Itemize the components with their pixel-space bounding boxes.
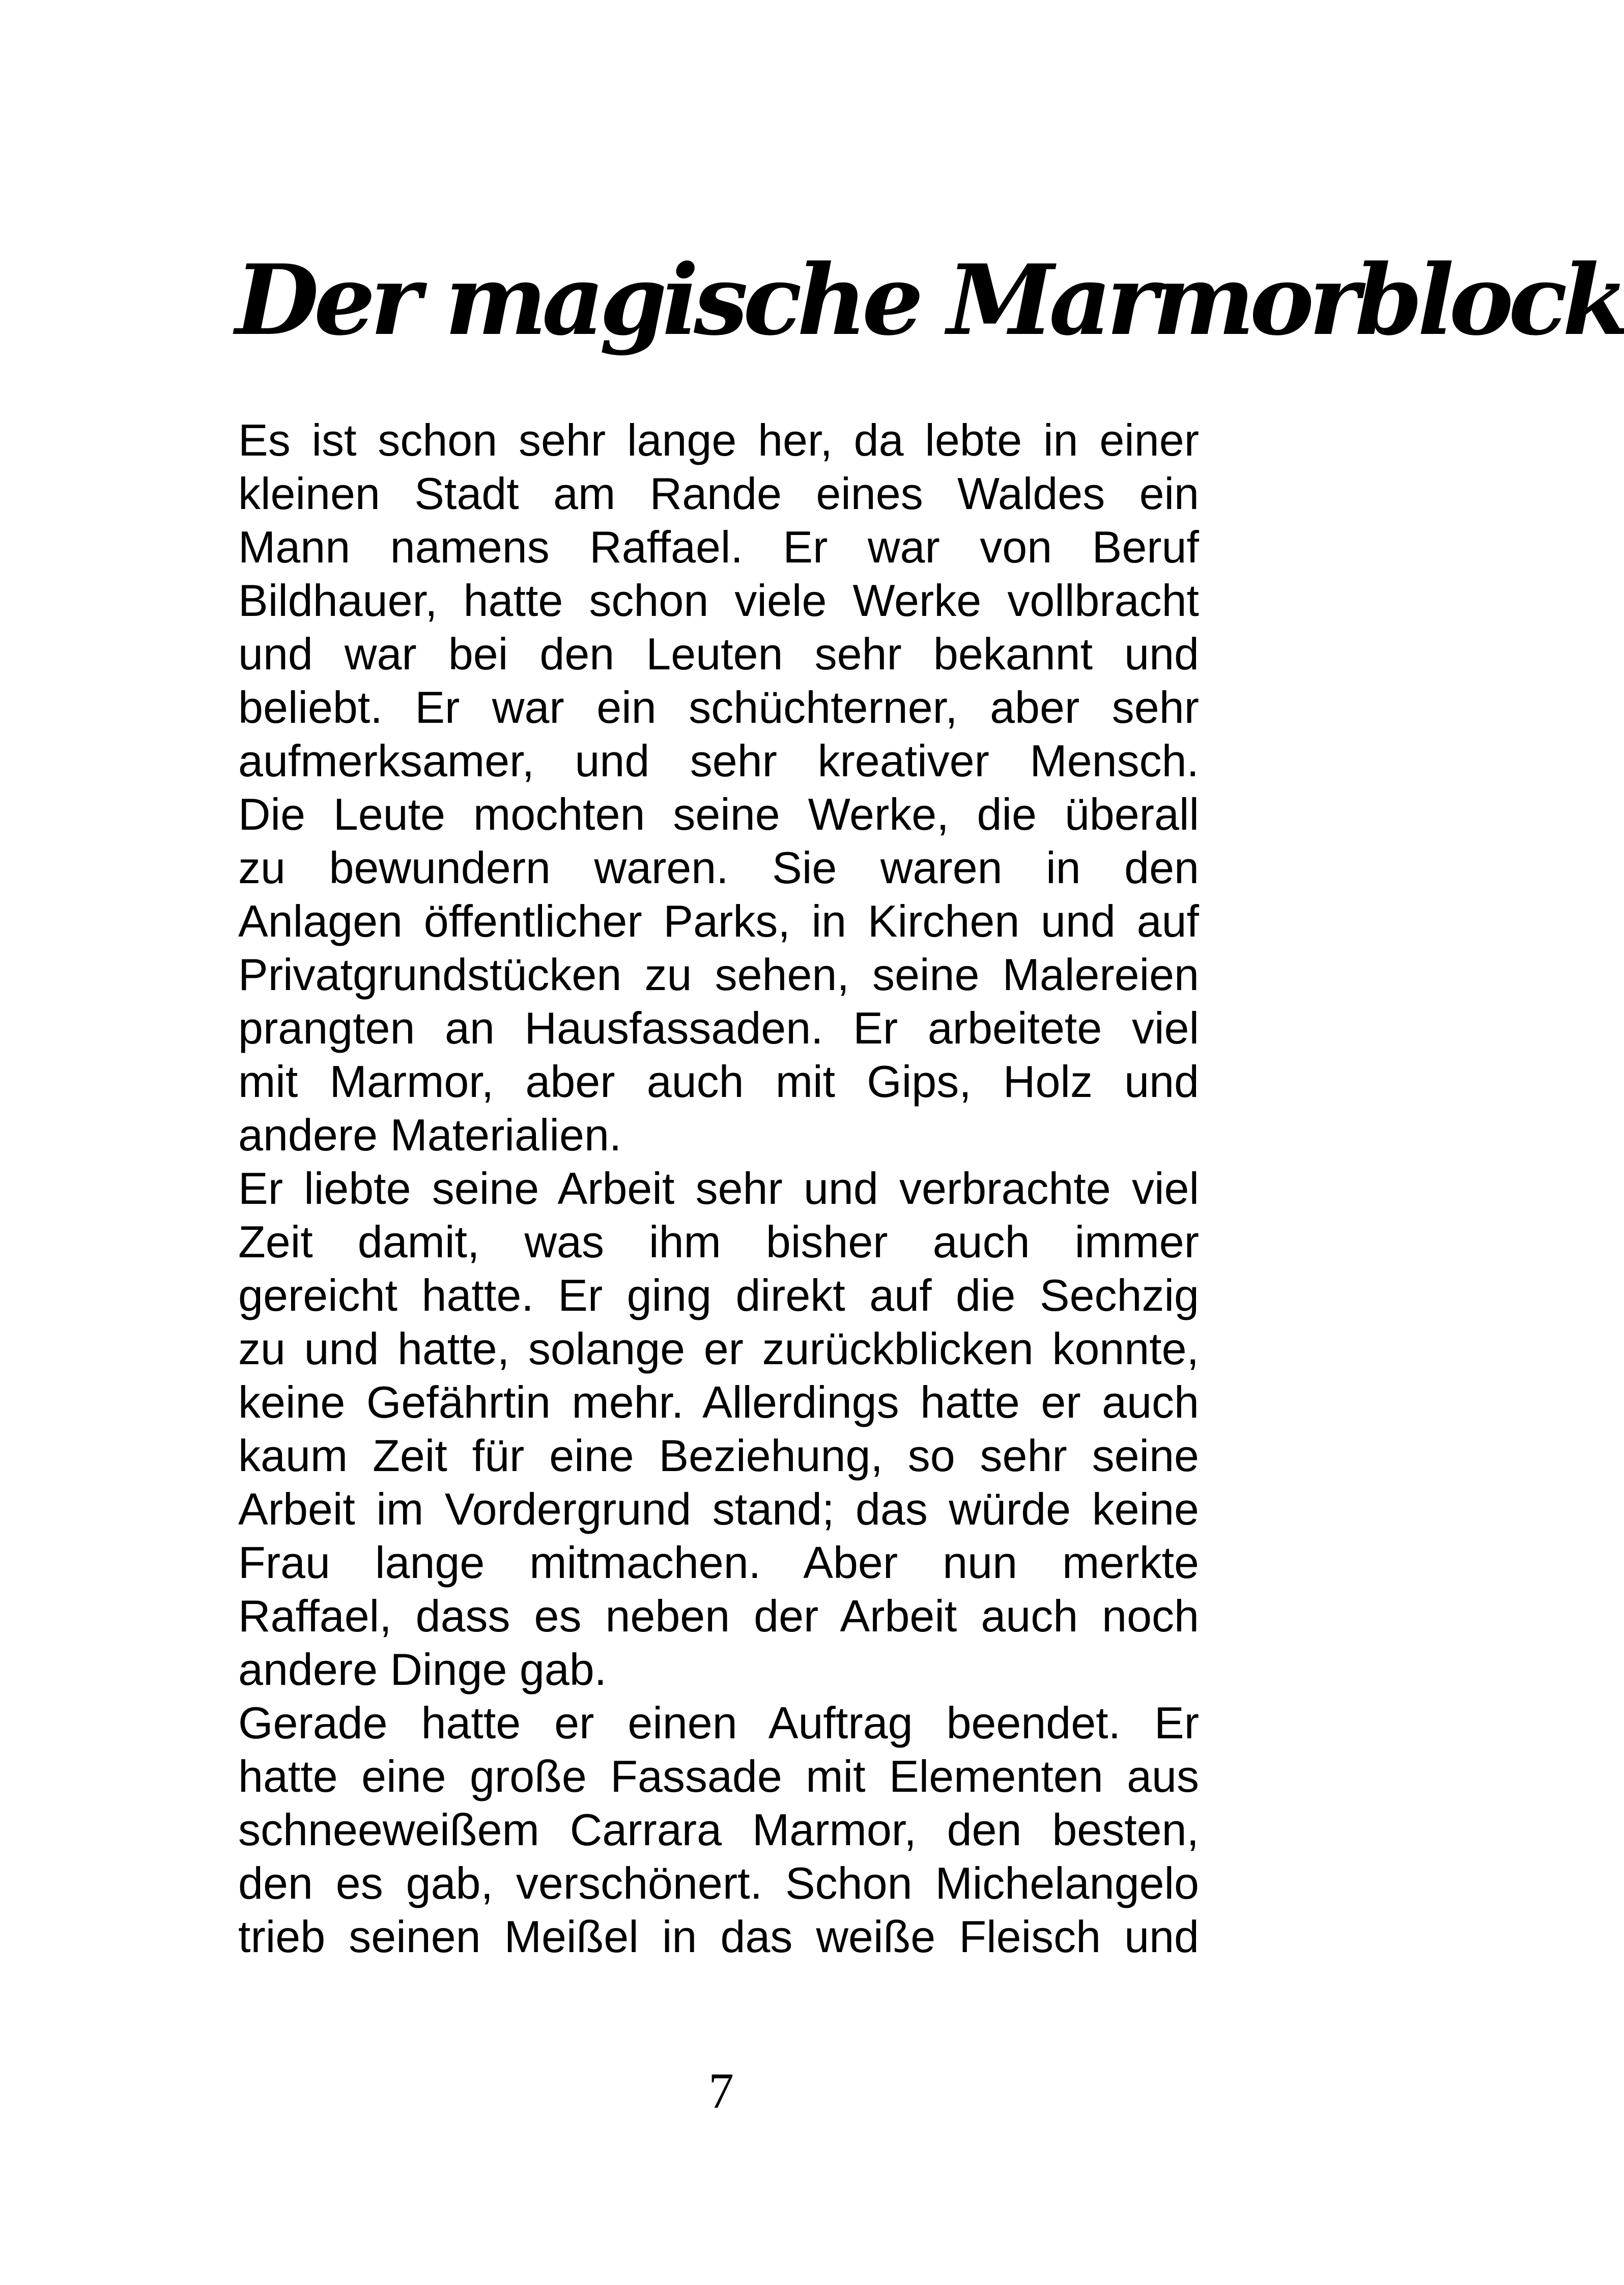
- text-line: keine Gefährtin mehr. Allerdings hatte er auch: [238, 1377, 1199, 1427]
- text-line: Raffael, dass es neben der Arbeit auch noch: [238, 1591, 1199, 1641]
- text-line: Arbeit im Vordergrund stand; das würde keine: [238, 1484, 1199, 1534]
- text-line: andere Materialien.: [238, 1110, 622, 1160]
- text-line: Mann namens Raffael. Er war von Beruf: [238, 522, 1199, 572]
- text-line: Er liebte seine Arbeit sehr und verbrachte viel: [238, 1163, 1199, 1214]
- page-number: 7: [708, 2063, 734, 2119]
- text-line: zu und hatte, solange er zurückblicken konnte,: [238, 1323, 1199, 1374]
- text-line: Bildhauer, hatte schon viele Werke vollbracht: [238, 575, 1199, 626]
- text-line: schneeweißem Carrara Marmor, den besten,: [238, 1804, 1199, 1855]
- chapter-title: Der magische Marmorblock: [235, 243, 1624, 357]
- text-line: kleinen Stadt am Rande eines Waldes ein: [238, 468, 1199, 519]
- text-line: Zeit damit, was ihm bisher auch immer: [238, 1217, 1199, 1267]
- text-line: kaum Zeit für eine Beziehung, so sehr seine: [238, 1430, 1199, 1481]
- text-line: Die Leute mochten seine Werke, die überall: [238, 789, 1199, 839]
- text-line: trieb seinen Meißel in das weiße Fleisch und: [238, 1911, 1199, 1962]
- text-line: Anlagen öffentlicher Parks, in Kirchen und auf: [238, 896, 1199, 946]
- text-line: Frau lange mitmachen. Aber nun merkte: [238, 1537, 1199, 1588]
- text-line: gereicht hatte. Er ging direkt auf die Sechzig: [238, 1270, 1199, 1320]
- text-line: zu bewundern waren. Sie waren in den: [238, 842, 1199, 893]
- text-line: und war bei den Leuten sehr bekannt und: [238, 629, 1199, 679]
- text-line: beliebt. Er war ein schüchterner, aber sehr: [238, 682, 1199, 732]
- text-line: mit Marmor, aber auch mit Gips, Holz und: [238, 1056, 1199, 1107]
- text-line: aufmerksamer, und sehr kreativer Mensch.: [238, 736, 1199, 786]
- text-line: Privatgrundstücken zu sehen, seine Malereien: [238, 949, 1199, 1000]
- text-line: hatte eine große Fassade mit Elementen aus: [238, 1751, 1199, 1801]
- text-line: prangten an Hausfassaden. Er arbeitete viel: [238, 1003, 1199, 1053]
- text-line: Gerade hatte er einen Auftrag beendet. Er: [238, 1698, 1199, 1748]
- text-line: Es ist schon sehr lange her, da lebte in einer: [238, 415, 1199, 465]
- text-line: den es gab, verschönert. Schon Michelangelo: [238, 1858, 1199, 1908]
- text-line: andere Dinge gab.: [238, 1644, 607, 1695]
